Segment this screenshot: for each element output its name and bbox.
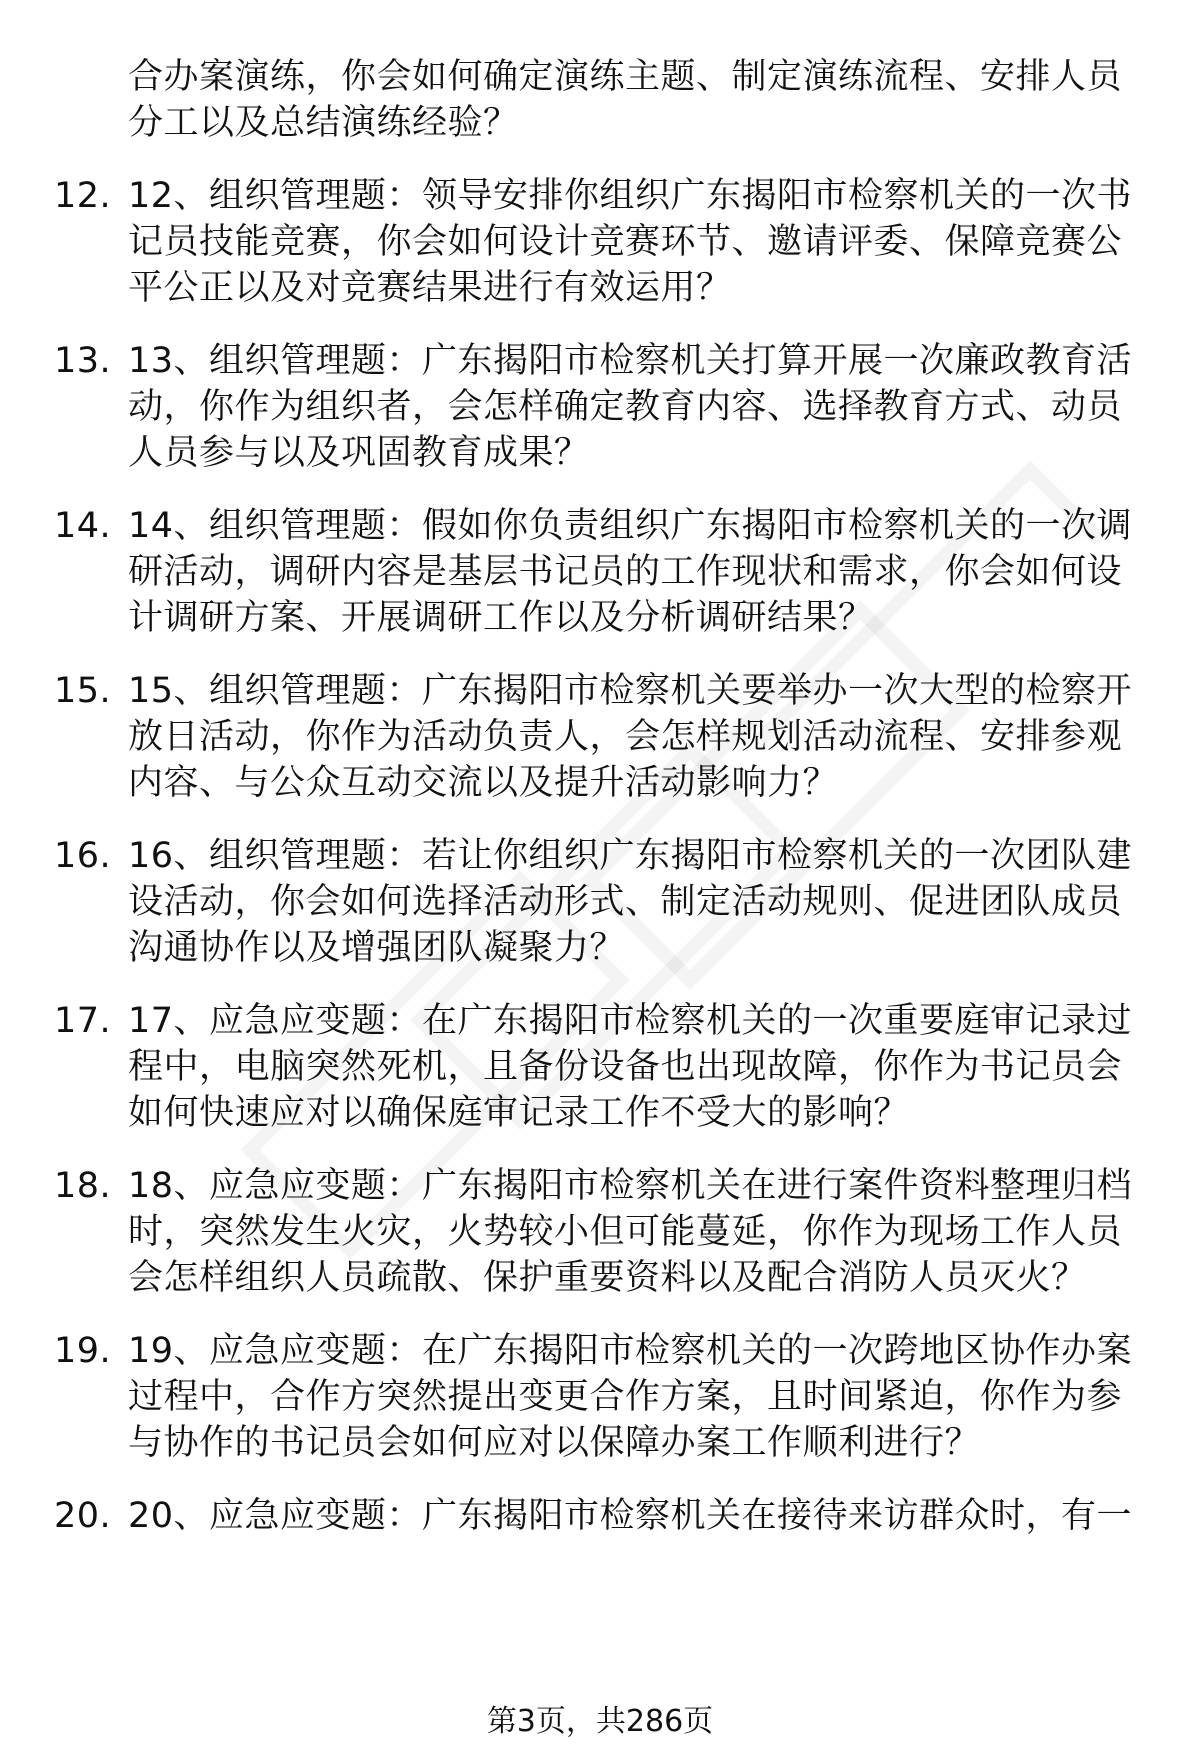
page-footer: 第3页，共286页 bbox=[486, 1704, 714, 1739]
item-text: 会怎样组织人员疏散、保护重要资料以及配合消防人员灭火？ bbox=[128, 1258, 1087, 1298]
item-text: 记员技能竞赛，你会如何设计竞赛环节、邀请评委、保障竞赛公 bbox=[128, 222, 1123, 262]
item-number: 16. bbox=[54, 836, 112, 876]
item-text: 人员参与以及巩固教育成果？ bbox=[128, 433, 590, 473]
item-number: 18. bbox=[54, 1166, 112, 1206]
item-text: 内容、与公众互动交流以及提升活动影响力？ bbox=[128, 763, 839, 803]
item-text: 时，突然发生火灾，火势较小但可能蔓延，你作为现场工作人员 bbox=[128, 1212, 1123, 1252]
item-text: 计调研方案、开展调研工作以及分析调研结果？ bbox=[128, 598, 874, 638]
item-text: 过程中，合作方突然提出变更合作方案，且时间紧迫，你作为参 bbox=[128, 1377, 1123, 1417]
item-text: 17、应急应变题：在广东揭阳市检察机关的一次重要庭审记录过 bbox=[128, 1001, 1133, 1041]
item-text: 13、组织管理题：广东揭阳市检察机关打算开展一次廉政教育活 bbox=[128, 341, 1133, 381]
item-number: 12. bbox=[54, 176, 112, 216]
item-text: 14、组织管理题：假如你负责组织广东揭阳市检察机关的一次调 bbox=[128, 506, 1133, 546]
item-text: 动，你作为组织者，会怎样确定教育内容、选择教育方式、动员 bbox=[128, 387, 1123, 427]
item-text: 放日活动，你作为活动负责人，会怎样规划活动流程、安排参观 bbox=[128, 717, 1123, 757]
continuation-text: 合办案演练，你会如何确定演练主题、制定演练流程、安排人员 bbox=[128, 57, 1123, 97]
item-number: 15. bbox=[54, 671, 112, 711]
item-number: 14. bbox=[54, 506, 112, 546]
item-number: 13. bbox=[54, 341, 112, 381]
item-text: 19、应急应变题：在广东揭阳市检察机关的一次跨地区协作办案 bbox=[128, 1331, 1133, 1371]
item-text: 设活动，你会如何选择活动形式、制定活动规则、促进团队成员 bbox=[128, 882, 1123, 922]
item-text: 12、组织管理题：领导安排你组织广东揭阳市检察机关的一次书 bbox=[128, 176, 1133, 216]
item-text: 18、应急应变题：广东揭阳市检察机关在进行案件资料整理归档 bbox=[128, 1166, 1133, 1206]
item-text: 平公正以及对竞赛结果进行有效运用？ bbox=[128, 268, 732, 308]
item-text: 沟通协作以及增强团队凝聚力？ bbox=[128, 928, 626, 968]
item-text: 20、应急应变题：广东揭阳市检察机关在接待来访群众时，有一 bbox=[128, 1496, 1133, 1536]
item-number: 17. bbox=[54, 1001, 112, 1041]
item-text: 研活动，调研内容是基层书记员的工作现状和需求，你会如何设 bbox=[128, 552, 1123, 592]
continuation-text: 分工以及总结演练经验？ bbox=[128, 103, 519, 143]
item-number: 19. bbox=[54, 1331, 112, 1371]
item-text: 16、组织管理题：若让你组织广东揭阳市检察机关的一次团队建 bbox=[128, 836, 1133, 876]
item-text: 与协作的书记员会如何应对以保障办案工作顺利进行？ bbox=[128, 1423, 981, 1463]
item-number: 20. bbox=[54, 1496, 112, 1536]
item-text: 如何快速应对以确保庭审记录工作不受大的影响？ bbox=[128, 1093, 910, 1133]
item-text: 15、组织管理题：广东揭阳市检察机关要举办一次大型的检察开 bbox=[128, 671, 1133, 711]
item-text: 程中，电脑突然死机，且备份设备也出现故障，你作为书记员会 bbox=[128, 1047, 1123, 1087]
